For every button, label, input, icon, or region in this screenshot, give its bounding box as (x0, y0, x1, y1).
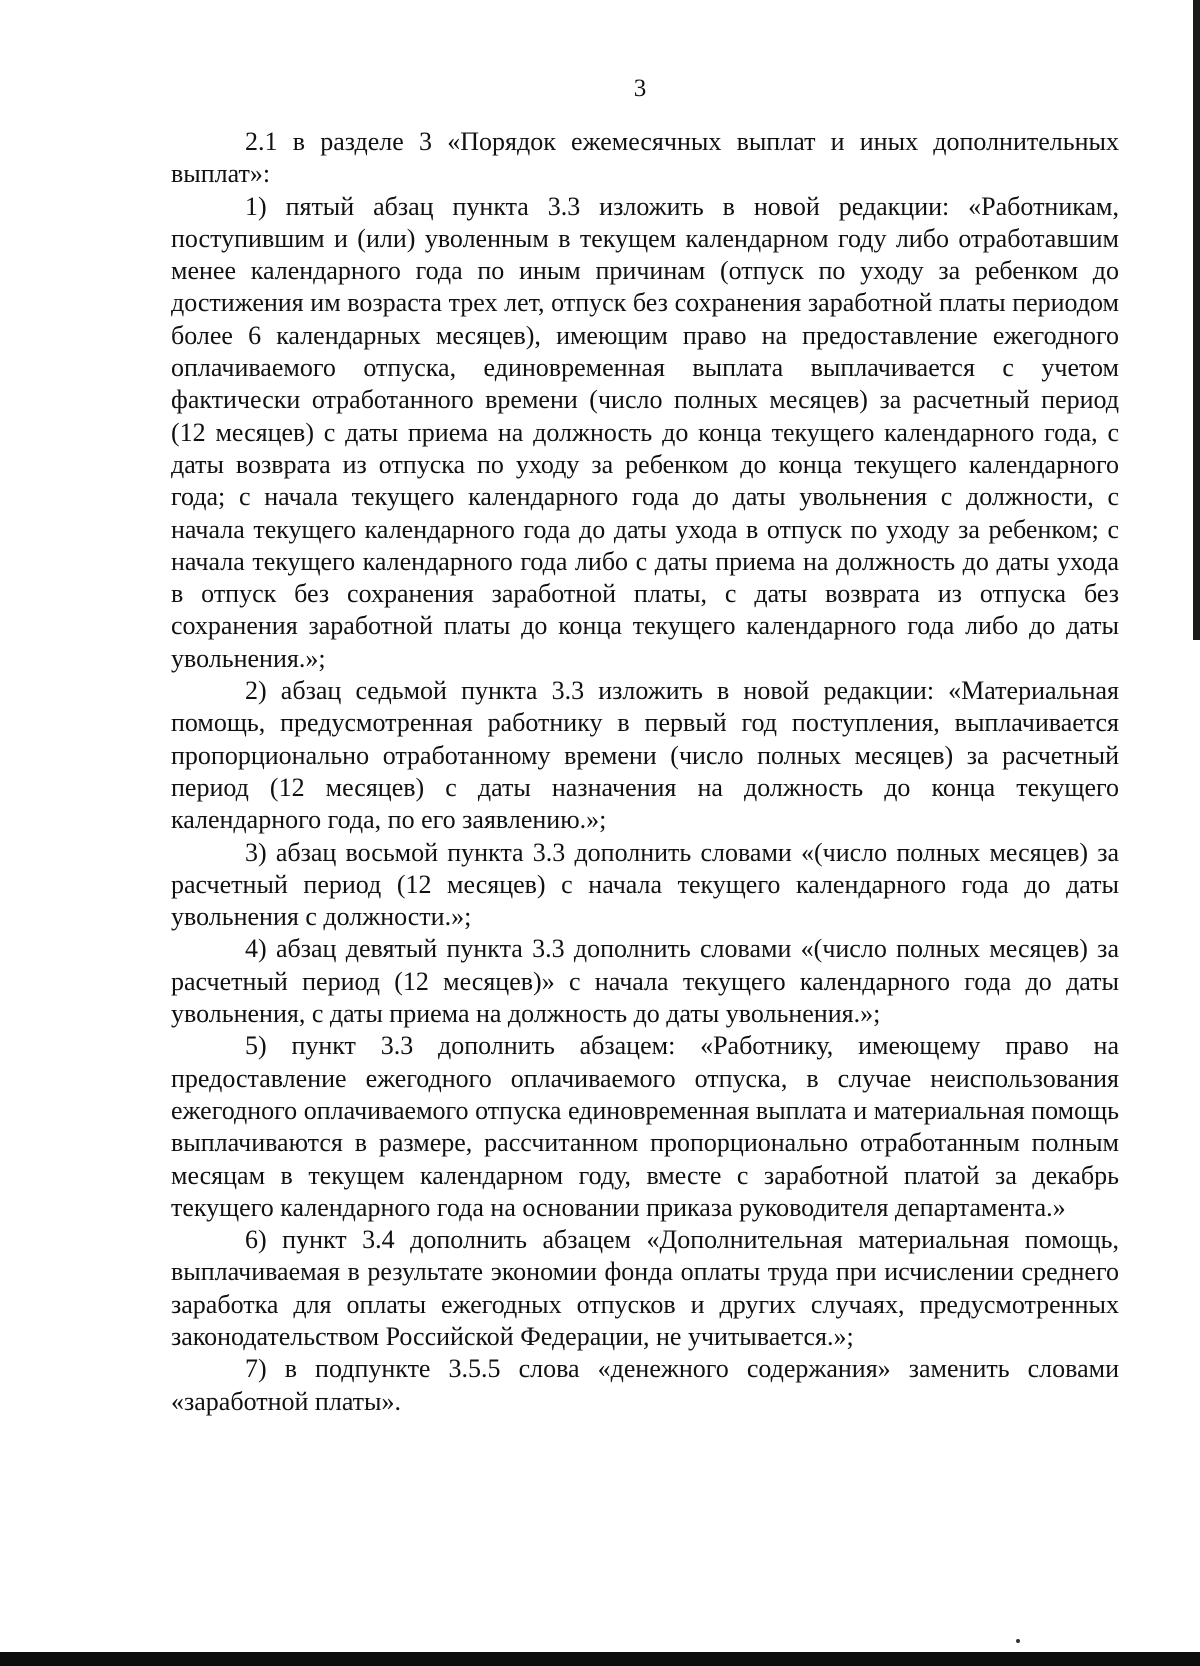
paragraph-item-1: 1) пятый абзац пункта 3.3 изложить в новой редакции: «Работникам, поступившим и (или) уволенным в текущем календарном году либо отработавшим менее календарного года по иным причинам (отпуск по уходу за ребенком до достижения им возраста трех лет, отпуск без сохранения заработной платы периодом более 6 календарных месяцев), имеющим право на предоставление ежегодного оплачиваемого отпуска, единовременная выплата выплачивается с учетом фактически отработанного времени (число полных месяцев) за расчетный период (12 месяцев) с даты приема на должность до конца текущего календарного года, с даты возврата из отпуска по уходу за ребенком до конца текущего календарного года; с начала текущего календарного года до даты увольнения с должности, с начала текущего календарного года до даты ухода в отпуск по уходу за ребенком; с начала текущего календарного года либо с даты приема на должность до даты ухода в отпуск без сохранения заработной платы, с даты возврата из отпуска без сохранения заработной платы до конца текущего календарного года либо до даты увольнения.»; (171, 191, 1119, 673)
scan-artifact-dot (1016, 1639, 1020, 1643)
paragraph-item-3: 3) абзац восьмой пункта 3.3 дополнить словами «(число полных месяцев) за расчетный период (12 месяцев) с начала текущего календарного года до даты увольнения с должности.»; (171, 837, 1119, 932)
document-body (171, 126, 1119, 1418)
paragraph-item-7: 7) в подпункте 3.5.5 слова «денежного содержания» заменить словами «заработной платы». (171, 1354, 1119, 1416)
paragraph-item-6: 6) пункт 3.4 дополнить абзацем «Дополнительная материальная помощь, выплачиваемая в результате экономии фонда оплаты труда при исчислении среднего заработка для оплаты ежегодных отпусков и других случаях, предусмотренных законодательством Российской Федерации, не учитывается.»; (171, 1225, 1119, 1351)
scan-bottom-border (0, 1652, 1200, 1666)
page-number: 3 (633, 75, 647, 102)
paragraph-item-4: 4) абзац девятый пункта 3.3 дополнить словами «(число полных месяцев) за расчетный период (12 месяцев)» с начала текущего календарного года до даты увольнения, с даты приема на должность до даты увольнения.»; (171, 934, 1119, 1029)
paragraph-section-2-1: 2.1 в разделе 3 «Порядок ежемесячных выплат и иных дополнительных выплат»: (171, 127, 1119, 189)
paragraph-item-5: 5) пункт 3.3 дополнить абзацем: «Работнику, имеющему право на предоставление ежегодного оплачиваемого отпуска, в случае неиспользования ежегодного оплачиваемого отпуска единовременная выплата и материальная помощь выплачиваются в размере, рассчитанном пропорционально отработанным полным месяцам в текущем календарном году, вместе с заработной платой за декабрь текущего календарного года на основании приказа руководителя департамента.» (171, 1031, 1119, 1222)
scan-edge-shadow (1193, 0, 1200, 640)
paragraph-item-2: 2) абзац седьмой пункта 3.3 изложить в новой редакции: «Материальная помощь, предусмотренная работнику в первый год поступления, выплачивается пропорционально отработанному времени (число полных месяцев) за расчетный период (12 месяцев) с даты назначения на должность до конца текущего календарного года, по его заявлению.»; (171, 676, 1119, 835)
